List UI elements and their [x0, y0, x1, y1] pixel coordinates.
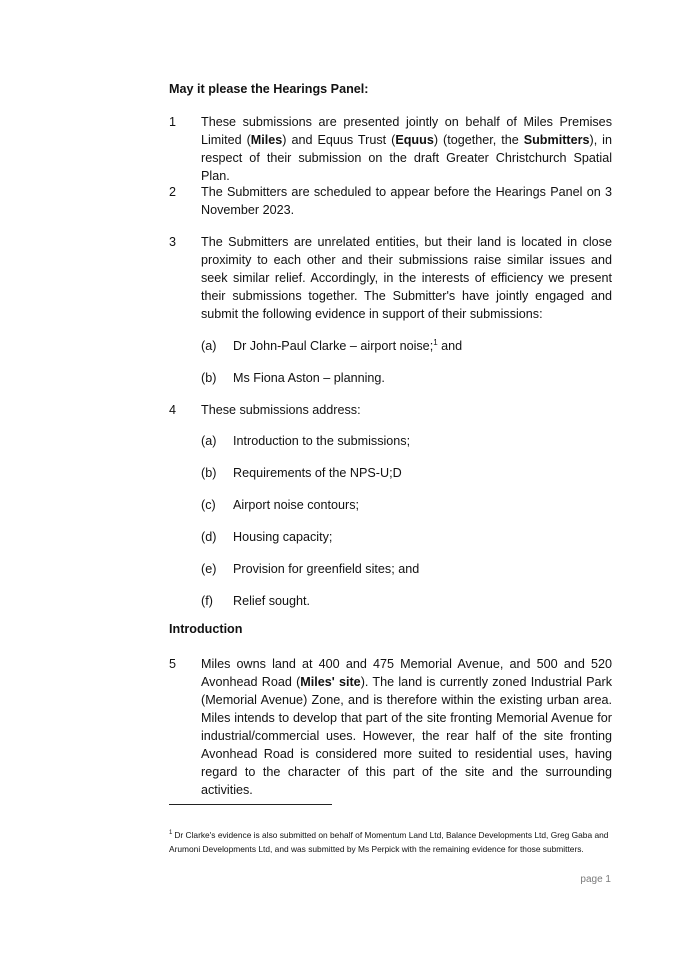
address-item-d — [201, 528, 332, 546]
item-text: Provision for greenfield sites; and — [233, 562, 420, 576]
paragraph-number: 1 — [169, 115, 177, 129]
item-text: Airport noise contours; — [233, 498, 359, 512]
paragraph-body — [201, 113, 612, 185]
item-text-main: Ms Fiona Aston – planning. — [233, 371, 385, 385]
item-label: (b) — [201, 466, 217, 480]
footnote-ref: 1 — [433, 337, 438, 347]
paragraph-body — [201, 233, 612, 323]
paragraph-2 — [169, 183, 612, 219]
paragraph-4 — [169, 401, 612, 419]
item-text — [233, 339, 462, 353]
paragraph-number: 4 — [169, 403, 177, 417]
item-label: (a) — [201, 434, 217, 448]
evidence-item-a — [201, 337, 462, 355]
address-item-f — [201, 592, 310, 610]
text-run: These submissions are presented jointly on behalf of Miles Premises Limited ( — [201, 115, 612, 147]
item-text-after: and — [437, 339, 463, 353]
defined-term: Submitters — [523, 133, 590, 147]
item-label: (c) — [201, 498, 216, 512]
text-run: The Submitters are unrelated entities, but their land is located in close proximity to each other and their submissions raise similar issues and seek similar relief. Accordingly, in the interests of efficiency we present their submissions together. The Submitter's have jointly engaged and submit the following evidence in support of their submissions: — [201, 235, 612, 321]
page-number: page 1 — [580, 874, 611, 885]
item-label: (f) — [201, 594, 213, 608]
paragraph-body — [201, 183, 612, 219]
item-text: Requirements of the NPS-U;D — [233, 466, 402, 480]
address-item-c — [201, 496, 359, 514]
paragraph-body — [201, 655, 612, 799]
text-run: Miles owns land at 400 and 475 Memorial Avenue, and 500 and 520 Avonhead Road ( — [201, 657, 612, 689]
item-label: (d) — [201, 530, 217, 544]
footnote-number: 1 — [169, 830, 173, 836]
section-heading-introduction: Introduction — [169, 622, 243, 636]
item-label: (b) — [201, 371, 217, 385]
paragraph-number: 3 — [169, 235, 177, 249]
footnote — [169, 826, 612, 856]
footnote-text: Dr Clarke's evidence is also submitted on behalf of Momentum Land Ltd, Balance Developments Ltd, Greg Gaba and Arumoni Developments Ltd, and was submitted by Ms Perpick with the remaining evidence for those submitters. — [169, 829, 609, 854]
paragraph-3 — [169, 233, 612, 323]
evidence-item-b — [201, 369, 385, 387]
defined-term: Equus — [395, 133, 434, 147]
text-run: ) and Equus Trust ( — [282, 133, 396, 147]
paragraph-number: 5 — [169, 657, 177, 671]
item-text — [233, 371, 385, 385]
defined-term: Miles' site — [300, 675, 361, 689]
paragraph-number: 2 — [169, 185, 177, 199]
item-text-main: Dr John-Paul Clarke – airport noise; — [233, 339, 434, 353]
text-run: The Submitters are scheduled to appear before the Hearings Panel on 3 November 2023. — [201, 185, 612, 217]
text-run: ). The land is currently zoned Industrial Park (Memorial Avenue) Zone, and is therefore within the existing urban area. Miles intends to develop that part of the site fronting Memorial Avenue for industrial/commercial uses. However, the rear half of the site fronting Avonhead Road is considered more suited to residential uses, having regard to the character of this part of the site and the surrounding activities. — [201, 675, 612, 797]
footnote-separator — [169, 804, 332, 805]
text-run: ) (together, the — [433, 133, 524, 147]
paragraph-5 — [169, 655, 612, 799]
item-label: (e) — [201, 562, 217, 576]
paragraph-body — [201, 401, 612, 419]
defined-term: Miles — [250, 133, 283, 147]
address-item-e — [201, 560, 419, 578]
item-label: (a) — [201, 339, 217, 353]
text-run: These submissions address: — [201, 403, 361, 417]
item-text: Relief sought. — [233, 594, 311, 608]
paragraph-1 — [169, 113, 612, 185]
salutation: May it please the Hearings Panel: — [169, 82, 369, 96]
address-item-a — [201, 432, 410, 450]
item-text: Housing capacity; — [233, 530, 333, 544]
item-text: Introduction to the submissions; — [233, 434, 411, 448]
address-item-b — [201, 464, 402, 482]
text-run: ), in respect of their submission on the draft Greater Christchurch Spatial Plan. — [201, 133, 612, 183]
